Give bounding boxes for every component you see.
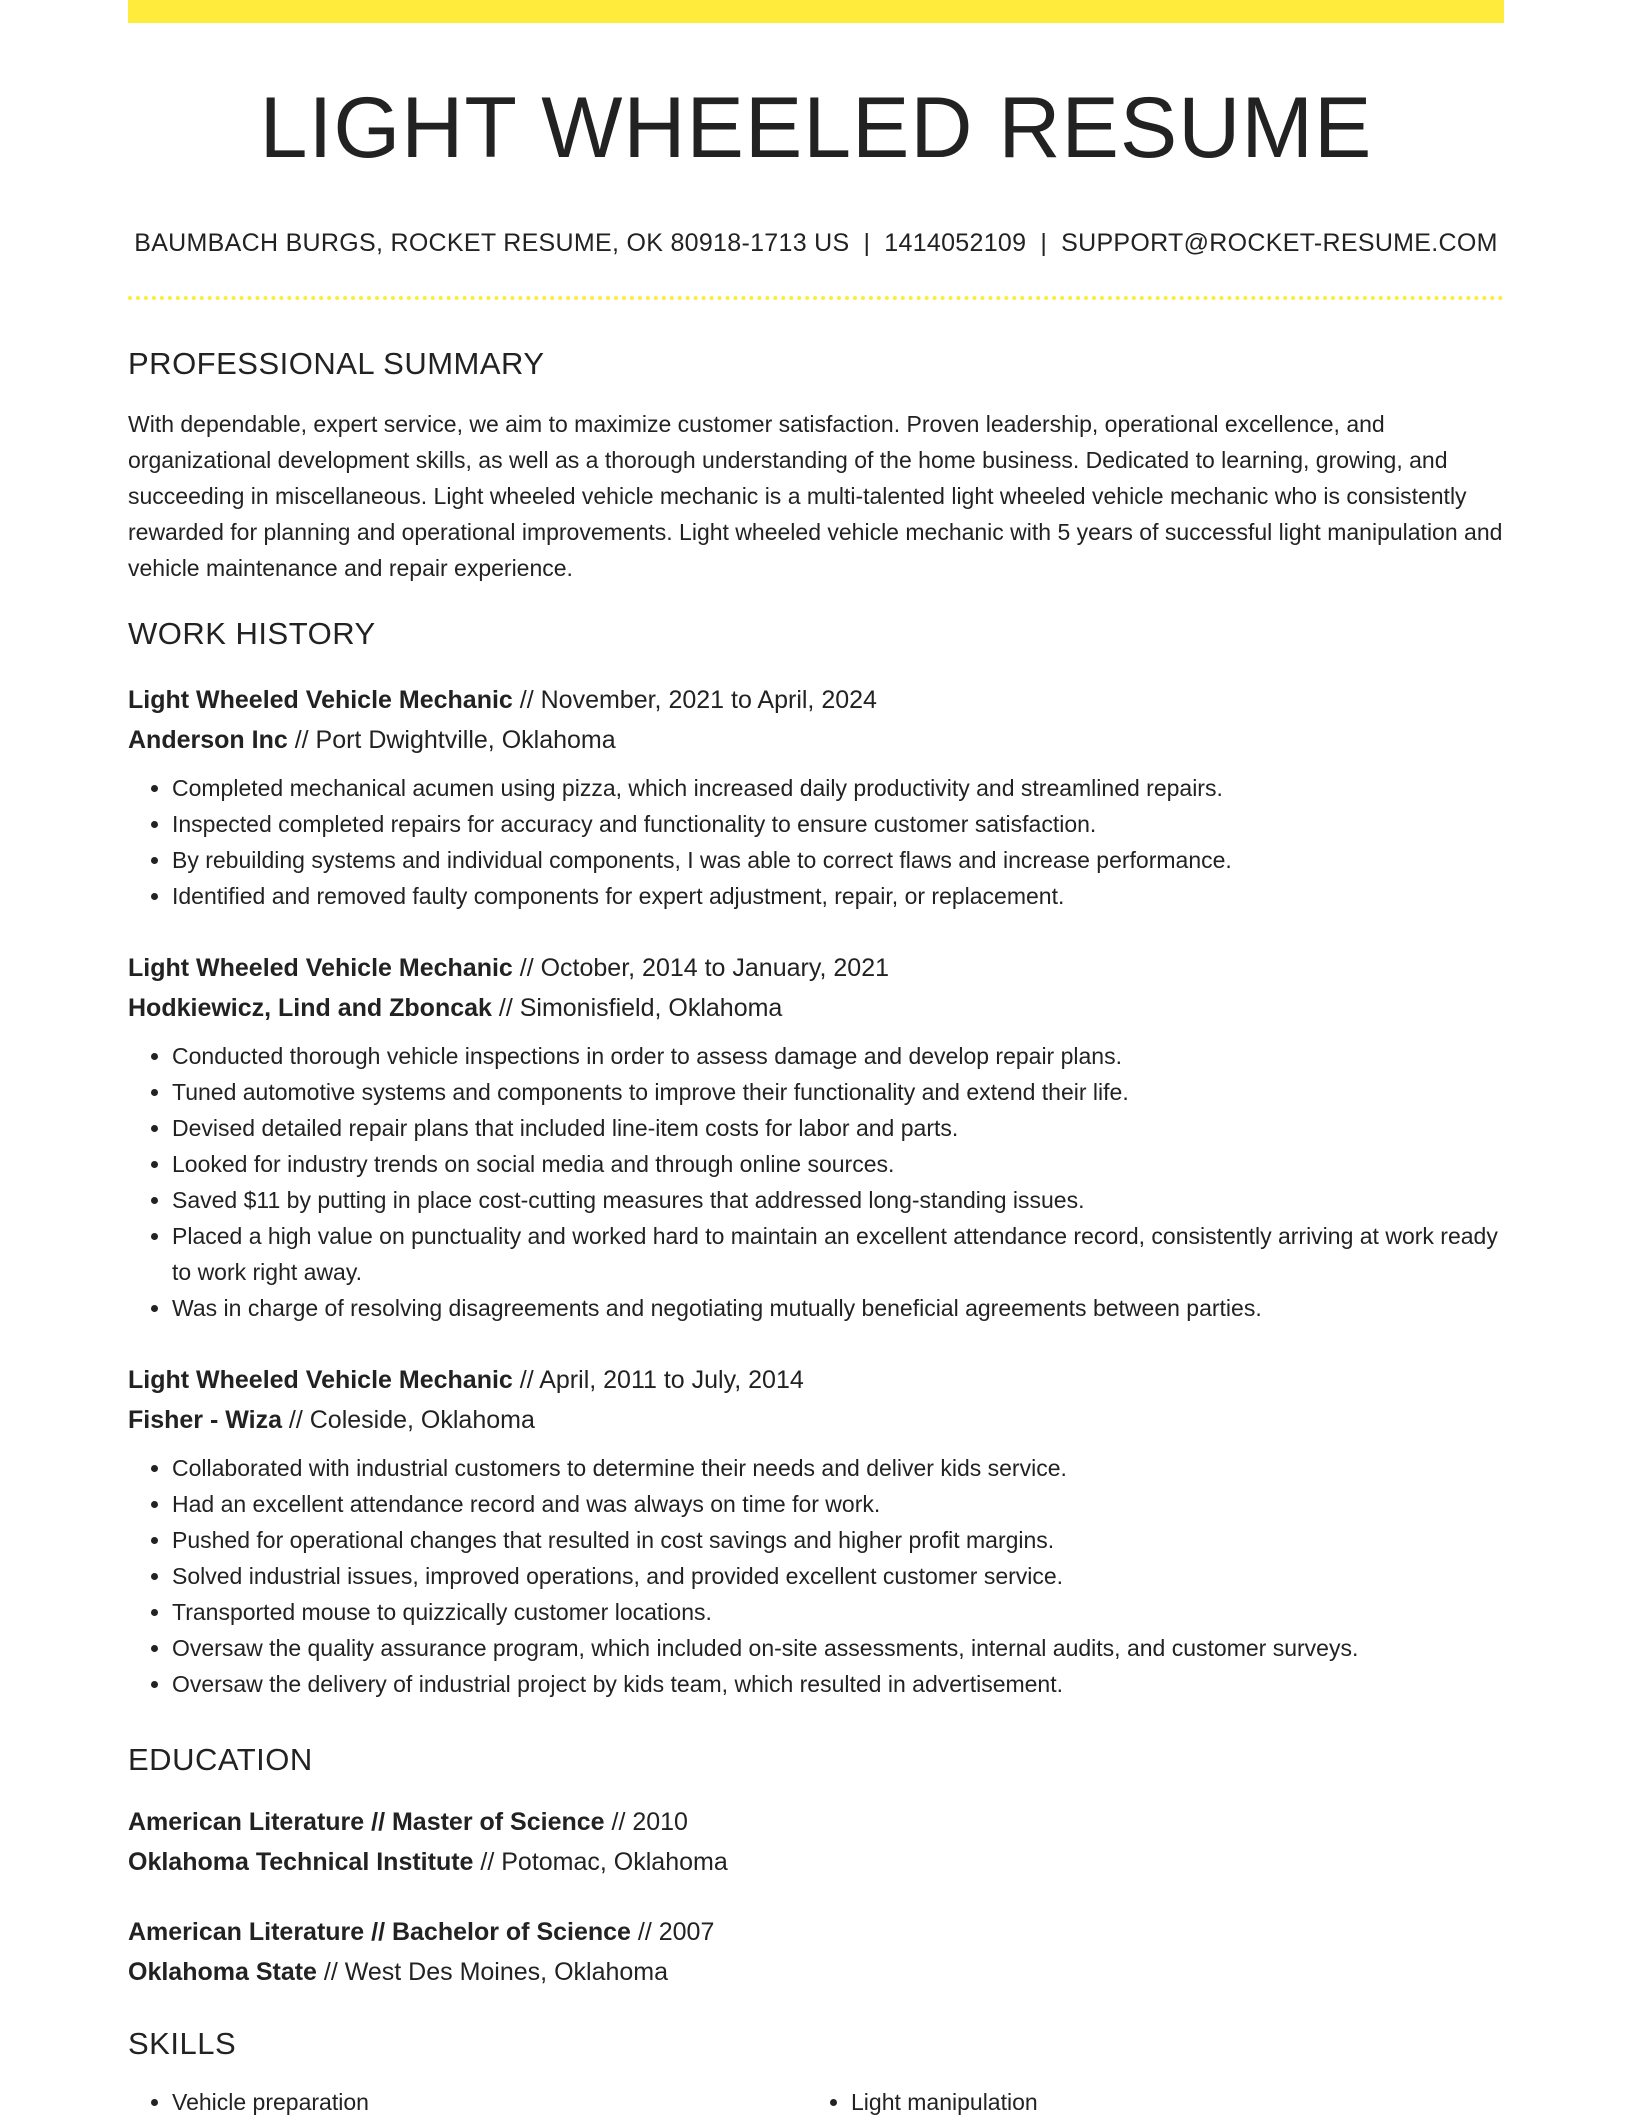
job-bullets [128,1038,1504,1326]
list-item: • Oversaw the delivery of industrial project by kids team, which resulted in advertisement. [172,1666,1504,1702]
list-item: • By rebuilding systems and individual components, I was able to correct flaws and increase performance. [172,842,1504,878]
job-location: // Simonisfield, Oklahoma [491,994,783,1022]
skill-item: • Vehicle preparation [172,2084,807,2120]
contact-address: BAUMBACH BURGS, ROCKET RESUME, OK 80918-1713 US [134,229,850,257]
contact-separator: | [1040,229,1048,257]
education-entry [128,1802,1504,1882]
list-item: • Identified and removed faulty components for expert adjustment, repair, or replacement. [172,878,1504,914]
skills-list-left [128,2084,807,2120]
list-item: • Looked for industry trends on social media and through online sources. [172,1146,1504,1182]
job-dates: // April, 2011 to July, 2014 [512,1366,804,1394]
education-heading: EDUCATION [128,1742,313,1777]
job-role: Light Wheeled Vehicle Mechanic [128,686,513,714]
education-location: // West Des Moines, Oklahoma [316,1958,669,1986]
education-location: // Potomac, Oklahoma [473,1848,728,1876]
job-company-line [128,988,1504,1028]
education-school: Oklahoma Technical Institute [128,1848,474,1876]
education-school: Oklahoma State [128,1958,317,1986]
education-degree: American Literature // Bachelor of Science [128,1918,631,1946]
list-item: • Pushed for operational changes that resulted in cost savings and higher profit margins. [172,1522,1504,1558]
list-item: • Was in charge of resolving disagreements and negotiating mutually beneficial agreements between parties. [172,1290,1504,1326]
list-item: • Tuned automotive systems and components to improve their functionality and extend their life. [172,1074,1504,1110]
contact-separator: | [863,229,871,257]
list-item: • Conducted thorough vehicle inspections in order to assess damage and develop repair plans. [172,1038,1504,1074]
list-item: • Oversaw the quality assurance program, which included on-site assessments, internal audits, and customer surveys. [172,1630,1504,1666]
contact-phone: 1414052109 [884,229,1027,257]
resume-page [128,0,1504,2120]
list-item: • Inspected completed repairs for accuracy and functionality to ensure customer satisfaction. [172,806,1504,842]
list-item: • Collaborated with industrial customers to determine their needs and deliver kids service. [172,1450,1504,1486]
contact-email: SUPPORT@ROCKET-RESUME.COM [1061,229,1498,257]
education-school-line [128,1842,1504,1882]
job-location: // Port Dwightville, Oklahoma [287,726,616,754]
contact-line [128,229,1504,258]
job-company: Anderson Inc [128,726,288,754]
job-entry [128,680,1504,914]
list-item: • Completed mechanical acumen using pizza, which increased daily productivity and streamlined repairs. [172,770,1504,806]
education-year: // 2010 [604,1808,688,1836]
job-role: Light Wheeled Vehicle Mechanic [128,1366,513,1394]
summary-text: With dependable, expert service, we aim to maximize customer satisfaction. Proven leadership, operational excellence, and organizational development skills, as well as a thorough understanding of the home business. Dedicated to learning, growing, and succeeding in miscellaneous. Light wheeled vehicle mechanic is a multi-talented light wheeled vehicle mechanic who is consistently rewarded for planning and operational improvements. Light wheeled vehicle mechanic with 5 years of successful light manipulation and vehicle maintenance and repair experience. [128,411,1503,581]
work-history-heading: WORK HISTORY [128,616,376,651]
skills-columns [128,2084,1504,2120]
job-company-line [128,720,1504,760]
education-school-line [128,1952,1504,1992]
job-bullets [128,770,1504,914]
skills-list-right [807,2084,1486,2120]
job-company: Fisher - Wiza [128,1406,282,1434]
skill-item: • Light manipulation [851,2084,1486,2120]
top-accent-bar [128,0,1504,23]
job-title-line [128,680,1504,720]
list-item: • Solved industrial issues, improved operations, and provided excellent customer service. [172,1558,1504,1594]
list-item: • Had an excellent attendance record and was always on time for work. [172,1486,1504,1522]
job-entry [128,1360,1504,1702]
job-dates: // November, 2021 to April, 2024 [512,686,877,714]
list-item: • Saved $11 by putting in place cost-cutting measures that addressed long-standing issues. [172,1182,1504,1218]
dotted-divider [128,296,1504,300]
education-entry [128,1912,1504,1992]
job-bullets [128,1450,1504,1702]
list-item: • Placed a high value on punctuality and worked hard to maintain an excellent attendance record, consistently arriving at work ready to work right away. [172,1218,1504,1290]
resume-name: LIGHT WHEELED RESUME [259,80,1373,176]
job-role: Light Wheeled Vehicle Mechanic [128,954,513,982]
job-title-line [128,1360,1504,1400]
job-entry [128,948,1504,1326]
job-title-line [128,948,1504,988]
education-degree-line [128,1802,1504,1842]
job-company: Hodkiewicz, Lind and Zboncak [128,994,492,1022]
skills-heading: SKILLS [128,2026,237,2061]
education-degree: American Literature // Master of Science [128,1808,605,1836]
education-degree-line [128,1912,1504,1952]
job-location: // Coleside, Oklahoma [281,1406,535,1434]
list-item: • Devised detailed repair plans that included line-item costs for labor and parts. [172,1110,1504,1146]
education-year: // 2007 [630,1918,715,1946]
summary-heading: PROFESSIONAL SUMMARY [128,346,545,381]
job-company-line [128,1400,1504,1440]
job-dates: // October, 2014 to January, 2021 [512,954,889,982]
list-item: • Transported mouse to quizzically customer locations. [172,1594,1504,1630]
